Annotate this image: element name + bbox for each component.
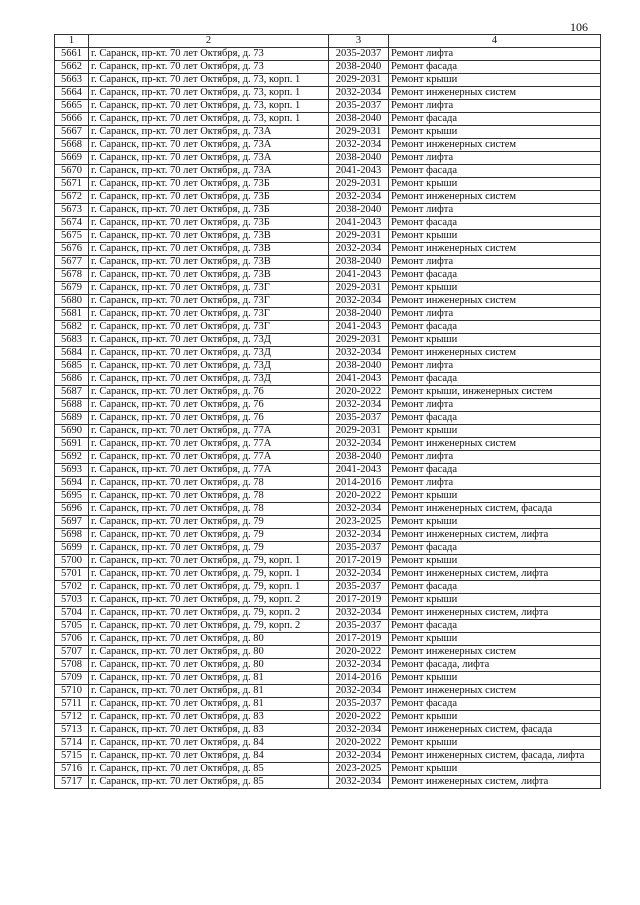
address-cell: г. Саранск, пр-кт. 70 лет Октября, д. 73Г	[89, 282, 329, 295]
work-type-cell: Ремонт крыши	[389, 555, 601, 568]
period-cell: 2041-2043	[329, 464, 389, 477]
period-cell: 2029-2031	[329, 334, 389, 347]
work-type-cell: Ремонт инженерных систем, лифта	[389, 607, 601, 620]
row-number: 5662	[55, 61, 89, 74]
work-type-cell: Ремонт крыши	[389, 334, 601, 347]
table-row	[55, 178, 601, 191]
table-row	[55, 711, 601, 724]
period-cell: 2029-2031	[329, 230, 389, 243]
address-cell: г. Саранск, пр-кт. 70 лет Октября, д. 79, корп. 2	[89, 607, 329, 620]
period-cell: 2020-2022	[329, 737, 389, 750]
work-type-cell: Ремонт фасада	[389, 412, 601, 425]
period-cell: 2020-2022	[329, 490, 389, 503]
period-cell: 2020-2022	[329, 646, 389, 659]
table-row	[55, 191, 601, 204]
table-row	[55, 529, 601, 542]
work-type-cell: Ремонт инженерных систем, лифта	[389, 529, 601, 542]
table-row	[55, 698, 601, 711]
address-cell: г. Саранск, пр-кт. 70 лет Октября, д. 73	[89, 48, 329, 61]
table-row	[55, 74, 601, 87]
period-cell: 2032-2034	[329, 750, 389, 763]
work-type-cell: Ремонт лифта	[389, 100, 601, 113]
address-cell: г. Саранск, пр-кт. 70 лет Октября, д. 78	[89, 490, 329, 503]
address-cell: г. Саранск, пр-кт. 70 лет Октября, д. 80	[89, 633, 329, 646]
address-cell: г. Саранск, пр-кт. 70 лет Октября, д. 73Д	[89, 334, 329, 347]
address-cell: г. Саранск, пр-кт. 70 лет Октября, д. 73В	[89, 256, 329, 269]
work-type-cell: Ремонт инженерных систем, лифта	[389, 776, 601, 789]
work-type-cell: Ремонт инженерных систем	[389, 347, 601, 360]
row-number: 5666	[55, 113, 89, 126]
address-cell: г. Саранск, пр-кт. 70 лет Октября, д. 73Б	[89, 204, 329, 217]
row-number: 5685	[55, 360, 89, 373]
address-cell: г. Саранск, пр-кт. 70 лет Октября, д. 78	[89, 477, 329, 490]
table-row	[55, 87, 601, 100]
period-cell: 2041-2043	[329, 269, 389, 282]
header-col-3: 3	[329, 35, 389, 48]
row-number: 5668	[55, 139, 89, 152]
period-cell: 2029-2031	[329, 126, 389, 139]
header-row	[55, 35, 601, 48]
period-cell: 2038-2040	[329, 204, 389, 217]
work-type-cell: Ремонт инженерных систем	[389, 87, 601, 100]
address-cell: г. Саранск, пр-кт. 70 лет Октября, д. 79, корп. 1	[89, 581, 329, 594]
work-type-cell: Ремонт крыши	[389, 633, 601, 646]
period-cell: 2029-2031	[329, 282, 389, 295]
work-type-cell: Ремонт инженерных систем	[389, 191, 601, 204]
work-type-cell: Ремонт фасада	[389, 217, 601, 230]
period-cell: 2041-2043	[329, 321, 389, 334]
work-type-cell: Ремонт крыши	[389, 178, 601, 191]
row-number: 5690	[55, 425, 89, 438]
period-cell: 2032-2034	[329, 87, 389, 100]
work-type-cell: Ремонт лифта	[389, 477, 601, 490]
table-row	[55, 334, 601, 347]
table-row	[55, 425, 601, 438]
address-cell: г. Саранск, пр-кт. 70 лет Октября, д. 73, корп. 1	[89, 100, 329, 113]
table-row	[55, 386, 601, 399]
work-type-cell: Ремонт лифта	[389, 152, 601, 165]
period-cell: 2041-2043	[329, 165, 389, 178]
address-cell: г. Саранск, пр-кт. 70 лет Октября, д. 73Б	[89, 191, 329, 204]
address-cell: г. Саранск, пр-кт. 70 лет Октября, д. 76	[89, 412, 329, 425]
work-type-cell: Ремонт инженерных систем, лифта	[389, 568, 601, 581]
table-row	[55, 48, 601, 61]
work-type-cell: Ремонт лифта	[389, 399, 601, 412]
period-cell: 2029-2031	[329, 74, 389, 87]
table-row	[55, 204, 601, 217]
table-row	[55, 152, 601, 165]
address-cell: г. Саранск, пр-кт. 70 лет Октября, д. 73, корп. 1	[89, 113, 329, 126]
work-type-cell: Ремонт крыши	[389, 425, 601, 438]
period-cell: 2032-2034	[329, 659, 389, 672]
row-number: 5701	[55, 568, 89, 581]
row-number: 5670	[55, 165, 89, 178]
row-number: 5689	[55, 412, 89, 425]
work-type-cell: Ремонт фасада	[389, 321, 601, 334]
table-row	[55, 399, 601, 412]
address-cell: г. Саранск, пр-кт. 70 лет Октября, д. 79, корп. 2	[89, 594, 329, 607]
address-cell: г. Саранск, пр-кт. 70 лет Октября, д. 73В	[89, 243, 329, 256]
address-cell: г. Саранск, пр-кт. 70 лет Октября, д. 81	[89, 672, 329, 685]
work-type-cell: Ремонт фасада	[389, 542, 601, 555]
work-type-cell: Ремонт инженерных систем, фасада	[389, 724, 601, 737]
row-number: 5717	[55, 776, 89, 789]
work-type-cell: Ремонт крыши	[389, 763, 601, 776]
row-number: 5709	[55, 672, 89, 685]
row-number: 5688	[55, 399, 89, 412]
work-type-cell: Ремонт инженерных систем	[389, 438, 601, 451]
row-number: 5707	[55, 646, 89, 659]
period-cell: 2035-2037	[329, 48, 389, 61]
period-cell: 2014-2016	[329, 672, 389, 685]
row-number: 5696	[55, 503, 89, 516]
table-row	[55, 594, 601, 607]
period-cell: 2038-2040	[329, 256, 389, 269]
table-row	[55, 113, 601, 126]
table-row	[55, 347, 601, 360]
work-type-cell: Ремонт фасада	[389, 61, 601, 74]
row-number: 5699	[55, 542, 89, 555]
period-cell: 2017-2019	[329, 555, 389, 568]
work-type-cell: Ремонт фасада	[389, 269, 601, 282]
period-cell: 2017-2019	[329, 633, 389, 646]
row-number: 5686	[55, 373, 89, 386]
table-row	[55, 490, 601, 503]
period-cell: 2029-2031	[329, 425, 389, 438]
address-cell: г. Саранск, пр-кт. 70 лет Октября, д. 73А	[89, 126, 329, 139]
period-cell: 2035-2037	[329, 542, 389, 555]
period-cell: 2032-2034	[329, 347, 389, 360]
row-number: 5695	[55, 490, 89, 503]
address-cell: г. Саранск, пр-кт. 70 лет Октября, д. 73Д	[89, 347, 329, 360]
period-cell: 2035-2037	[329, 698, 389, 711]
row-number: 5667	[55, 126, 89, 139]
period-cell: 2038-2040	[329, 308, 389, 321]
work-type-cell: Ремонт фасада, лифта	[389, 659, 601, 672]
address-cell: г. Саранск, пр-кт. 70 лет Октября, д. 77А	[89, 438, 329, 451]
address-cell: г. Саранск, пр-кт. 70 лет Октября, д. 81	[89, 685, 329, 698]
period-cell: 2020-2022	[329, 711, 389, 724]
row-number: 5706	[55, 633, 89, 646]
period-cell: 2032-2034	[329, 191, 389, 204]
work-type-cell: Ремонт лифта	[389, 451, 601, 464]
period-cell: 2032-2034	[329, 399, 389, 412]
work-type-cell: Ремонт лифта	[389, 204, 601, 217]
table-row	[55, 269, 601, 282]
address-cell: г. Саранск, пр-кт. 70 лет Октября, д. 73А	[89, 165, 329, 178]
table-row	[55, 308, 601, 321]
address-cell: г. Саранск, пр-кт. 70 лет Октября, д. 73Г	[89, 308, 329, 321]
row-number: 5692	[55, 451, 89, 464]
row-number: 5714	[55, 737, 89, 750]
work-type-cell: Ремонт лифта	[389, 308, 601, 321]
row-number: 5715	[55, 750, 89, 763]
table-row	[55, 464, 601, 477]
table-row	[55, 451, 601, 464]
table-row	[55, 750, 601, 763]
row-number: 5681	[55, 308, 89, 321]
period-cell: 2035-2037	[329, 581, 389, 594]
address-cell: г. Саранск, пр-кт. 70 лет Октября, д. 73Б	[89, 178, 329, 191]
address-cell: г. Саранск, пр-кт. 70 лет Октября, д. 83	[89, 711, 329, 724]
table-row	[55, 620, 601, 633]
header-col-1: 1	[55, 35, 89, 48]
row-number: 5682	[55, 321, 89, 334]
row-number: 5680	[55, 295, 89, 308]
period-cell: 2032-2034	[329, 295, 389, 308]
address-cell: г. Саранск, пр-кт. 70 лет Октября, д. 79, корп. 1	[89, 568, 329, 581]
address-cell: г. Саранск, пр-кт. 70 лет Октября, д. 73Б	[89, 217, 329, 230]
work-type-cell: Ремонт крыши	[389, 490, 601, 503]
work-type-cell: Ремонт крыши	[389, 672, 601, 685]
work-type-cell: Ремонт лифта	[389, 360, 601, 373]
period-cell: 2032-2034	[329, 685, 389, 698]
table-row	[55, 646, 601, 659]
period-cell: 2035-2037	[329, 412, 389, 425]
work-type-cell: Ремонт фасада	[389, 620, 601, 633]
row-number: 5716	[55, 763, 89, 776]
row-number: 5694	[55, 477, 89, 490]
period-cell: 2032-2034	[329, 139, 389, 152]
address-cell: г. Саранск, пр-кт. 70 лет Октября, д. 85	[89, 763, 329, 776]
work-type-cell: Ремонт инженерных систем	[389, 295, 601, 308]
address-cell: г. Саранск, пр-кт. 70 лет Октября, д. 73Г	[89, 295, 329, 308]
table-row	[55, 776, 601, 789]
address-cell: г. Саранск, пр-кт. 70 лет Октября, д. 73Д	[89, 360, 329, 373]
table-row	[55, 542, 601, 555]
table-row	[55, 659, 601, 672]
work-type-cell: Ремонт инженерных систем, фасада, лифта	[389, 750, 601, 763]
table-row	[55, 607, 601, 620]
period-cell: 2020-2022	[329, 386, 389, 399]
row-number: 5702	[55, 581, 89, 594]
address-cell: г. Саранск, пр-кт. 70 лет Октября, д. 80	[89, 646, 329, 659]
period-cell: 2032-2034	[329, 776, 389, 789]
address-cell: г. Саранск, пр-кт. 70 лет Октября, д. 79, корп. 2	[89, 620, 329, 633]
header-col-2: 2	[89, 35, 329, 48]
work-type-cell: Ремонт крыши	[389, 737, 601, 750]
table-row	[55, 217, 601, 230]
row-number: 5661	[55, 48, 89, 61]
row-number: 5693	[55, 464, 89, 477]
row-number: 5703	[55, 594, 89, 607]
table-row	[55, 737, 601, 750]
work-type-cell: Ремонт фасада	[389, 165, 601, 178]
work-type-cell: Ремонт крыши	[389, 516, 601, 529]
address-cell: г. Саранск, пр-кт. 70 лет Октября, д. 73	[89, 61, 329, 74]
address-cell: г. Саранск, пр-кт. 70 лет Октября, д. 73Д	[89, 373, 329, 386]
table-row	[55, 581, 601, 594]
row-number: 5684	[55, 347, 89, 360]
period-cell: 2038-2040	[329, 360, 389, 373]
address-cell: г. Саранск, пр-кт. 70 лет Октября, д. 79	[89, 542, 329, 555]
period-cell: 2017-2019	[329, 594, 389, 607]
table-row	[55, 230, 601, 243]
table-row	[55, 763, 601, 776]
period-cell: 2029-2031	[329, 178, 389, 191]
table-row	[55, 503, 601, 516]
row-number: 5697	[55, 516, 89, 529]
period-cell: 2032-2034	[329, 529, 389, 542]
table-row	[55, 321, 601, 334]
address-cell: г. Саранск, пр-кт. 70 лет Октября, д. 73Г	[89, 321, 329, 334]
period-cell: 2038-2040	[329, 61, 389, 74]
table-row	[55, 126, 601, 139]
period-cell: 2014-2016	[329, 477, 389, 490]
address-cell: г. Саранск, пр-кт. 70 лет Октября, д. 79	[89, 529, 329, 542]
row-number: 5663	[55, 74, 89, 87]
table-row	[55, 139, 601, 152]
work-type-cell: Ремонт лифта	[389, 256, 601, 269]
address-cell: г. Саранск, пр-кт. 70 лет Октября, д. 77А	[89, 425, 329, 438]
row-number: 5700	[55, 555, 89, 568]
table-row	[55, 100, 601, 113]
work-type-cell: Ремонт фасада	[389, 581, 601, 594]
row-number: 5705	[55, 620, 89, 633]
row-number: 5671	[55, 178, 89, 191]
address-cell: г. Саранск, пр-кт. 70 лет Октября, д. 73В	[89, 269, 329, 282]
address-cell: г. Саранск, пр-кт. 70 лет Октября, д. 84	[89, 737, 329, 750]
period-cell: 2032-2034	[329, 438, 389, 451]
row-number: 5677	[55, 256, 89, 269]
work-type-cell: Ремонт крыши, инженерных систем	[389, 386, 601, 399]
address-cell: г. Саранск, пр-кт. 70 лет Октября, д. 73В	[89, 230, 329, 243]
table-row	[55, 243, 601, 256]
row-number: 5672	[55, 191, 89, 204]
row-number: 5665	[55, 100, 89, 113]
work-type-cell: Ремонт фасада	[389, 698, 601, 711]
period-cell: 2023-2025	[329, 516, 389, 529]
address-cell: г. Саранск, пр-кт. 70 лет Октября, д. 84	[89, 750, 329, 763]
header-col-4: 4	[389, 35, 601, 48]
work-type-cell: Ремонт инженерных систем	[389, 646, 601, 659]
address-cell: г. Саранск, пр-кт. 70 лет Октября, д. 77А	[89, 451, 329, 464]
period-cell: 2023-2025	[329, 763, 389, 776]
address-cell: г. Саранск, пр-кт. 70 лет Октября, д. 79, корп. 1	[89, 555, 329, 568]
row-number: 5687	[55, 386, 89, 399]
address-cell: г. Саранск, пр-кт. 70 лет Октября, д. 85	[89, 776, 329, 789]
period-cell: 2032-2034	[329, 568, 389, 581]
row-number: 5711	[55, 698, 89, 711]
row-number: 5678	[55, 269, 89, 282]
table-row	[55, 360, 601, 373]
row-number: 5679	[55, 282, 89, 295]
period-cell: 2041-2043	[329, 373, 389, 386]
table-row	[55, 633, 601, 646]
work-type-cell: Ремонт фасада	[389, 373, 601, 386]
period-cell: 2032-2034	[329, 243, 389, 256]
period-cell: 2032-2034	[329, 607, 389, 620]
table-row	[55, 568, 601, 581]
row-number: 5673	[55, 204, 89, 217]
period-cell: 2035-2037	[329, 620, 389, 633]
row-number: 5664	[55, 87, 89, 100]
table-row	[55, 412, 601, 425]
page-number: 106	[570, 20, 588, 34]
period-cell: 2032-2034	[329, 503, 389, 516]
address-cell: г. Саранск, пр-кт. 70 лет Октября, д. 76	[89, 399, 329, 412]
address-cell: г. Саранск, пр-кт. 70 лет Октября, д. 79	[89, 516, 329, 529]
work-type-cell: Ремонт крыши	[389, 711, 601, 724]
work-type-cell: Ремонт крыши	[389, 230, 601, 243]
address-cell: г. Саранск, пр-кт. 70 лет Октября, д. 73, корп. 1	[89, 87, 329, 100]
work-type-cell: Ремонт фасада	[389, 464, 601, 477]
address-cell: г. Саранск, пр-кт. 70 лет Октября, д. 78	[89, 503, 329, 516]
period-cell: 2038-2040	[329, 113, 389, 126]
work-type-cell: Ремонт крыши	[389, 594, 601, 607]
table-body	[55, 48, 601, 789]
address-cell: г. Саранск, пр-кт. 70 лет Октября, д. 73А	[89, 139, 329, 152]
table-row	[55, 685, 601, 698]
table-row	[55, 165, 601, 178]
period-cell: 2038-2040	[329, 451, 389, 464]
address-cell: г. Саранск, пр-кт. 70 лет Октября, д. 81	[89, 698, 329, 711]
table-row	[55, 373, 601, 386]
work-type-cell: Ремонт инженерных систем	[389, 685, 601, 698]
period-cell: 2038-2040	[329, 152, 389, 165]
row-number: 5674	[55, 217, 89, 230]
work-type-cell: Ремонт лифта	[389, 48, 601, 61]
table-row	[55, 672, 601, 685]
period-cell: 2035-2037	[329, 100, 389, 113]
row-number: 5676	[55, 243, 89, 256]
work-type-cell: Ремонт крыши	[389, 126, 601, 139]
row-number: 5698	[55, 529, 89, 542]
address-cell: г. Саранск, пр-кт. 70 лет Октября, д. 80	[89, 659, 329, 672]
table-row	[55, 516, 601, 529]
table-row	[55, 438, 601, 451]
address-cell: г. Саранск, пр-кт. 70 лет Октября, д. 73А	[89, 152, 329, 165]
work-type-cell: Ремонт инженерных систем	[389, 243, 601, 256]
row-number: 5669	[55, 152, 89, 165]
address-cell: г. Саранск, пр-кт. 70 лет Октября, д. 83	[89, 724, 329, 737]
work-type-cell: Ремонт инженерных систем	[389, 139, 601, 152]
table-row	[55, 61, 601, 74]
repair-schedule-table	[54, 34, 601, 789]
address-cell: г. Саранск, пр-кт. 70 лет Октября, д. 77А	[89, 464, 329, 477]
row-number: 5708	[55, 659, 89, 672]
row-number: 5704	[55, 607, 89, 620]
table-row	[55, 555, 601, 568]
row-number: 5675	[55, 230, 89, 243]
table-row	[55, 256, 601, 269]
table-header	[55, 35, 601, 48]
table-row	[55, 295, 601, 308]
row-number: 5713	[55, 724, 89, 737]
table-row	[55, 282, 601, 295]
period-cell: 2041-2043	[329, 217, 389, 230]
row-number: 5710	[55, 685, 89, 698]
table-row	[55, 724, 601, 737]
row-number: 5683	[55, 334, 89, 347]
row-number: 5712	[55, 711, 89, 724]
work-type-cell: Ремонт инженерных систем, фасада	[389, 503, 601, 516]
period-cell: 2032-2034	[329, 724, 389, 737]
work-type-cell: Ремонт фасада	[389, 113, 601, 126]
table-row	[55, 477, 601, 490]
row-number: 5691	[55, 438, 89, 451]
work-type-cell: Ремонт крыши	[389, 74, 601, 87]
address-cell: г. Саранск, пр-кт. 70 лет Октября, д. 73, корп. 1	[89, 74, 329, 87]
address-cell: г. Саранск, пр-кт. 70 лет Октября, д. 76	[89, 386, 329, 399]
work-type-cell: Ремонт крыши	[389, 282, 601, 295]
